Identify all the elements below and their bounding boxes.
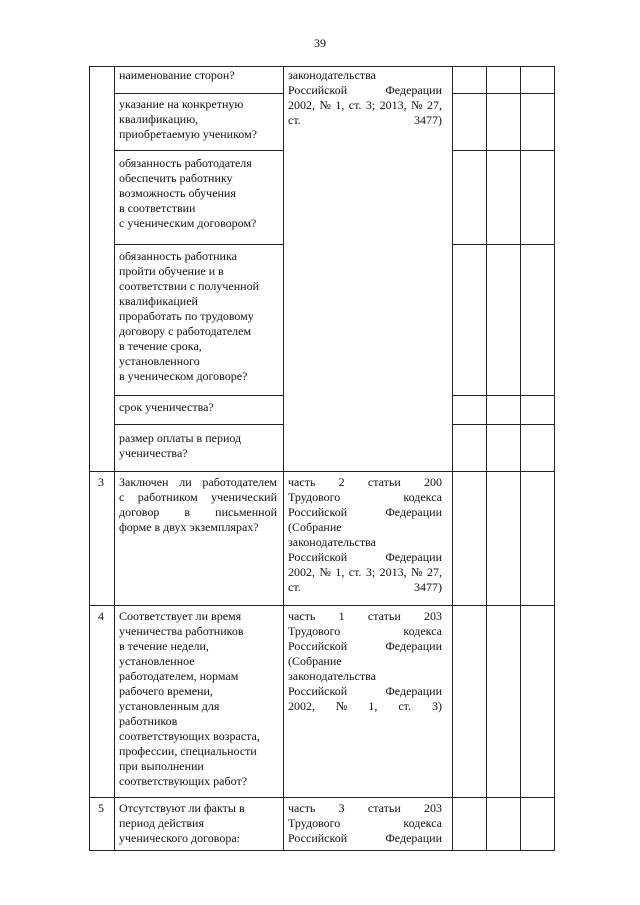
table-column-divider: [452, 66, 453, 851]
row-divider: [89, 471, 555, 472]
criterion-line: работодателем, нормам: [119, 669, 239, 683]
word: 2002,: [288, 98, 315, 112]
criterion-cell: [119, 97, 277, 142]
word: 27,: [426, 98, 442, 112]
law-line: [288, 609, 442, 624]
criterion-line: [119, 475, 277, 490]
word: Российской: [288, 684, 348, 698]
criterion-line: приобретаемую учеником?: [119, 127, 257, 141]
word: Российской: [288, 505, 348, 519]
criterion-line: профессии, специальности: [119, 744, 257, 758]
law-line: [288, 505, 442, 520]
table-bottom-border: [89, 850, 555, 851]
word: 200: [423, 475, 442, 489]
word: 2: [338, 475, 345, 489]
law-line: [288, 639, 442, 654]
word: Российской: [288, 550, 348, 564]
word: 3477): [414, 580, 442, 594]
word: 2013,: [379, 98, 407, 112]
criterion-cell: [119, 475, 277, 535]
word: кодекса: [403, 490, 442, 504]
criterion-line: форме в двух экземплярах?: [119, 520, 259, 534]
law-reference-cell: [288, 801, 442, 846]
criterion-line: пройти обучение и в: [119, 264, 224, 278]
word: 203: [423, 609, 442, 623]
word: Федерации: [385, 831, 442, 845]
row-divider: [114, 150, 283, 151]
law-word: Российской: [288, 83, 348, 97]
row-divider: [452, 244, 555, 245]
word: 1,: [368, 699, 378, 713]
law-line: [288, 831, 442, 846]
law-line: [288, 475, 442, 490]
row-divider: [452, 93, 555, 94]
law-line: (Собрание: [288, 654, 342, 668]
law-line: [288, 565, 442, 580]
word: 3;: [365, 565, 376, 579]
criterion-line: соответствующих возраста,: [119, 729, 260, 743]
criterion-line: наименование сторон?: [119, 68, 235, 82]
criterion-line: обязанность работодателя: [119, 156, 252, 170]
criterion-line: в ученическом договоре?: [119, 369, 248, 383]
criterion-line: размер оплаты в период: [119, 431, 242, 445]
word: статьи: [367, 475, 401, 489]
law-line: [288, 624, 442, 639]
criterion-line: рабочего времени,: [119, 684, 213, 698]
criterion-line: в соответствии: [119, 201, 196, 215]
criterion-line: [119, 490, 277, 505]
word: №: [411, 98, 423, 112]
word: статьи: [367, 801, 401, 815]
word: 3;: [365, 98, 376, 112]
row-divider: [89, 605, 555, 606]
criterion-line: при выполнении: [119, 759, 204, 773]
criterion-line: квалификацию,: [119, 112, 199, 126]
criterion-line: обеспечить работнику: [119, 171, 233, 185]
word: ли: [179, 475, 192, 489]
criterion-line: Соответствует ли время: [119, 609, 242, 623]
criterion-cell: [119, 68, 277, 83]
law-line: [288, 684, 442, 699]
law-reference-cell: [288, 609, 442, 714]
law-line: [288, 816, 442, 831]
law-line: законодательства: [288, 68, 376, 82]
word: 3: [338, 801, 345, 815]
word: 1: [338, 609, 345, 623]
criterion-line: проработать по трудовому: [119, 309, 254, 323]
word: №: [411, 565, 423, 579]
word: №: [319, 565, 331, 579]
word: часть: [288, 801, 316, 815]
word: ученический: [211, 490, 277, 504]
word: №: [319, 98, 331, 112]
law-line: [288, 699, 442, 714]
word: 2013,: [379, 565, 407, 579]
word: 2002,: [288, 699, 315, 713]
word: Федерации: [385, 684, 442, 698]
criterion-line: обязанность работника: [119, 249, 237, 263]
criterion-line: договору с работодателем: [119, 324, 252, 338]
word: работником: [137, 490, 198, 504]
criterion-line: квалификацией: [119, 294, 198, 308]
criterion-line: ученического договора:: [119, 831, 241, 845]
word: Федерации: [385, 505, 442, 519]
criterion-line: период действия: [119, 816, 204, 830]
word: ст.: [288, 580, 301, 594]
criterion-cell: [119, 400, 277, 415]
row-divider: [452, 424, 555, 425]
word: Трудового: [288, 490, 341, 504]
criterion-cell: [119, 609, 277, 789]
law-line-justified: [288, 83, 442, 98]
inspection-table: [89, 66, 555, 851]
word: 1,: [335, 98, 345, 112]
criterion-line: соответствии с полученной: [119, 279, 260, 293]
word: договор: [119, 505, 160, 519]
word: ст.: [348, 565, 362, 579]
word: ст.: [288, 113, 301, 127]
criterion-cell: [119, 431, 277, 461]
word: работодателем: [202, 475, 277, 489]
word: 2002,: [288, 565, 315, 579]
row-divider: [114, 244, 283, 245]
word: 1,: [335, 565, 345, 579]
page-number: 39: [314, 36, 326, 50]
law-reference-cell: [288, 475, 442, 595]
word: Российской: [288, 639, 348, 653]
word: кодекса: [403, 624, 442, 638]
word: кодекса: [403, 816, 442, 830]
law-line: [288, 113, 442, 128]
word: Федерации: [385, 550, 442, 564]
criterion-line: работников: [119, 714, 178, 728]
criterion-cell: [119, 249, 277, 384]
criterion-line: соответствующих работ?: [119, 774, 248, 788]
row-divider: [452, 150, 555, 151]
law-line: законодательства: [288, 535, 376, 549]
law-line: [288, 550, 442, 565]
table-border-right: [554, 66, 555, 851]
table-column-divider: [520, 66, 521, 851]
law-reference-cell: [288, 68, 442, 128]
criterion-cell: [119, 156, 277, 231]
word: в: [184, 505, 191, 519]
criterion-line: ученичества?: [119, 446, 188, 460]
table-column-divider: [283, 66, 284, 851]
law-line: [288, 580, 442, 595]
criterion-line: указание на конкретную: [119, 97, 244, 111]
word: Российской: [288, 831, 348, 845]
row-divider: [89, 797, 555, 798]
criterion-line: установленного: [119, 354, 200, 368]
table-column-divider: [114, 66, 115, 851]
word: ст.: [398, 699, 412, 713]
word: часть: [288, 475, 316, 489]
criterion-line: возможность обучения: [119, 186, 236, 200]
law-line: [288, 490, 442, 505]
criterion-line: с ученическим договором?: [119, 216, 257, 230]
row-divider: [452, 395, 555, 396]
criterion-line: в течение срока,: [119, 339, 202, 353]
law-line: [288, 98, 442, 113]
criterion-cell: [119, 801, 277, 846]
word: часть: [288, 609, 316, 623]
criterion-line: [119, 505, 277, 520]
word: ст.: [348, 98, 362, 112]
criterion-line: ученичества работников: [119, 624, 244, 638]
criterion-line: установленное: [119, 654, 195, 668]
word: Трудового: [288, 816, 341, 830]
table-column-divider: [486, 66, 487, 851]
law-word: Федерации: [385, 83, 442, 97]
criterion-line: в течение недели,: [119, 639, 209, 653]
row-divider: [114, 424, 283, 425]
law-line: (Собрание: [288, 520, 342, 534]
word: 3477): [414, 113, 442, 127]
word: Федерации: [385, 639, 442, 653]
word: 203: [423, 801, 442, 815]
law-line: [288, 801, 442, 816]
criterion-line: срок ученичества?: [119, 400, 214, 414]
word: статьи: [367, 609, 401, 623]
row-number: 4: [98, 609, 104, 623]
word: №: [335, 699, 348, 713]
row-divider: [114, 395, 283, 396]
word: письменной: [215, 505, 277, 519]
word: Трудового: [288, 624, 341, 638]
word: с: [119, 490, 125, 504]
criterion-line: установленным для: [119, 699, 220, 713]
table-border-left: [89, 66, 90, 851]
criterion-line: Отсутствуют ли факты в: [119, 801, 245, 815]
row-number: 3: [98, 475, 104, 489]
law-line: законодательства: [288, 669, 376, 683]
table-top-border: [89, 66, 555, 67]
word: 27,: [426, 565, 442, 579]
word: 3): [432, 699, 442, 713]
row-divider: [114, 93, 283, 94]
word: Заключен: [119, 475, 169, 489]
row-number: 5: [98, 801, 104, 815]
